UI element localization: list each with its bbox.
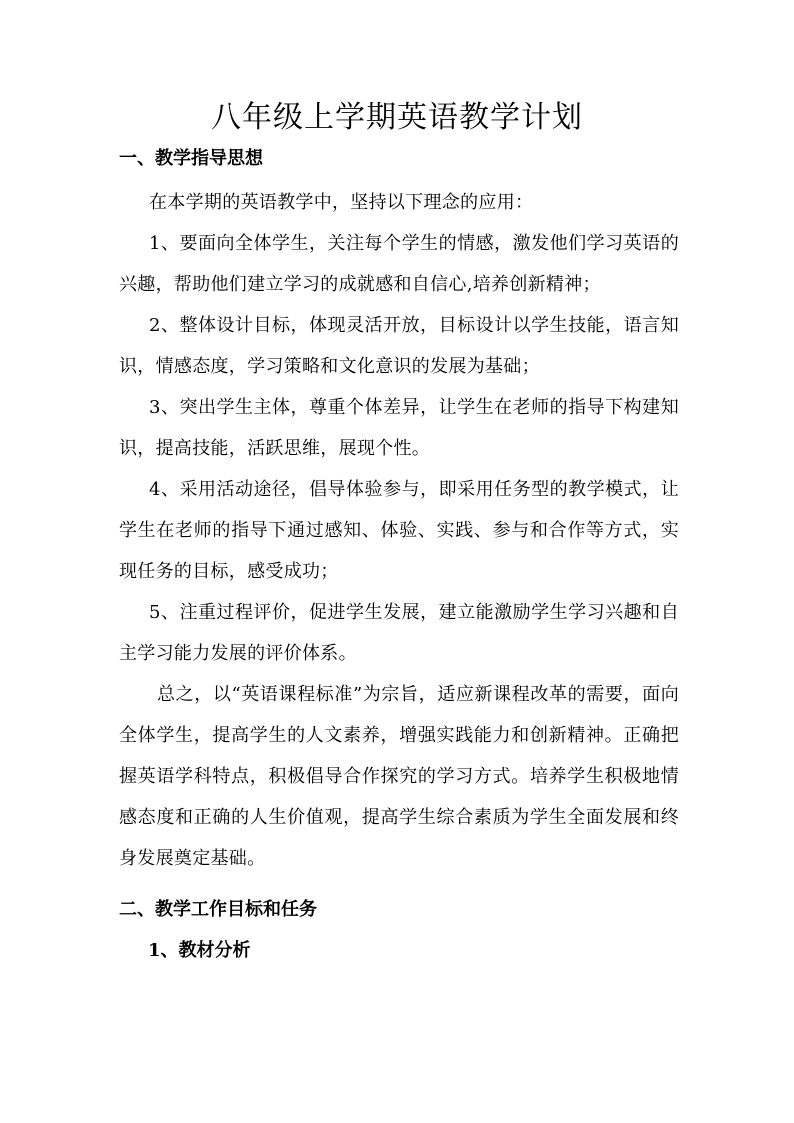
- subsection-heading-textbook-analysis: 1、教材分析: [148, 940, 251, 961]
- section-heading-goals-tasks: 二、教学工作目标和任务: [119, 899, 317, 920]
- point-paragraph-5: 5、注重过程评价，促进学生发展，建立能激励学生学习兴趣和自主学习能力发展的评价体系。: [119, 602, 679, 664]
- point-paragraph-1: 1、要面向全体学生，关注每个学生的情感，激发他们学习英语的兴趣，帮助他们建立学习的成就感和自信心,培养创新精神；: [119, 233, 679, 295]
- point-paragraph-2: 2、整体设计目标，体现灵活开放，目标设计以学生技能，语言知识，情感态度，学习策略和文化意识的发展为基础；: [119, 315, 679, 377]
- section-heading-guiding-ideology: 一、教学指导思想: [119, 148, 263, 169]
- point-paragraph-4: 4、采用活动途径，倡导体验参与，即采用任务型的教学模式，让学生在老师的指导下通过感知、体验、实践、参与和合作等方式，实现任务的目标，感受成功；: [119, 479, 679, 582]
- document-title: 八年级上学期英语教学计划: [211, 100, 583, 135]
- section-intro-paragraph: 在本学期的英语教学中，坚持以下理念的应用：: [149, 192, 534, 213]
- point-paragraph-3: 3、突出学生主体，尊重个体差异，让学生在老师的指导下构建知识，提高技能，活跃思维，展现个性。: [119, 397, 679, 459]
- summary-paragraph: 总之，以“英语课程标准”为宗旨，适应新课程改革的需要，面向全体学生，提高学生的人文素养，增强实践能力和创新精神。正确把握英语学科特点，积极倡导合作探究的学习方式。培养学生积极地情感态度和正确的人生价值观，提高学生综合素质为学生全面发展和终身发展奠定基础。: [119, 684, 679, 869]
